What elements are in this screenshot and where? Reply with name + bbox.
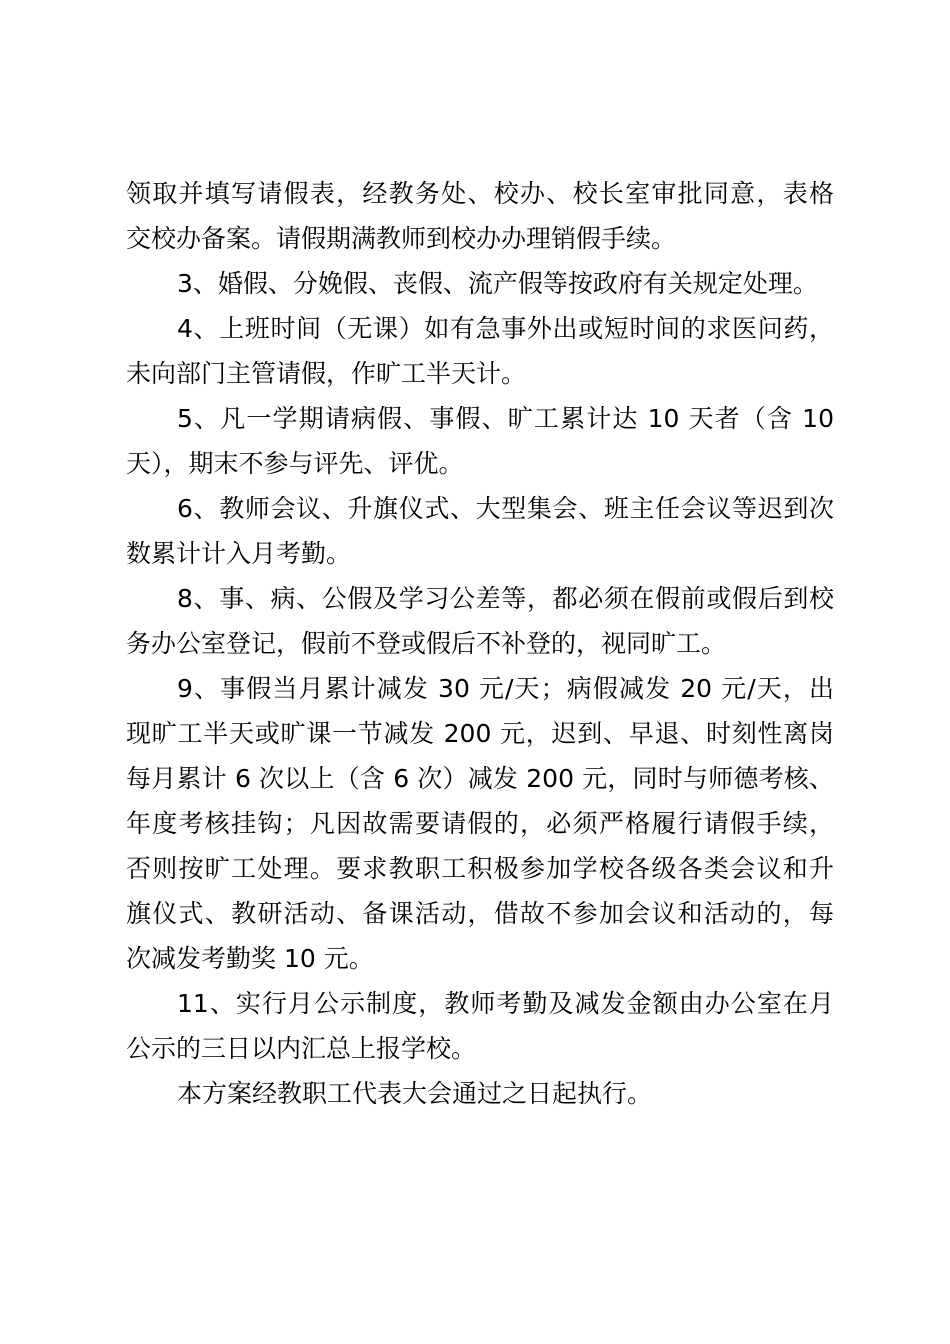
paragraph-line: 否则按旷工处理。要求教职工积极参加学校各级各类会议和升 — [126, 854, 834, 883]
paragraph-line: 5、凡一学期请病假、事假、旷工累计达 10 天者（含 10 — [177, 404, 834, 433]
paragraph-line: 交校办备案。请假期满教师到校办办理销假手续。 — [126, 224, 677, 253]
paragraph-line: 现旷工半天或旷课一节减发 200 元，迟到、早退、时刻性离岗 — [126, 719, 834, 748]
paragraph-line: 领取并填写请假表，经教务处、校办、校长室审批同意，表格 — [126, 179, 834, 208]
paragraph-line: 未向部门主管请假，作旷工半天计。 — [126, 359, 527, 388]
paragraph-line: 次减发考勤奖 10 元。 — [126, 944, 374, 973]
paragraph-line: 4、上班时间（无课）如有急事外出或短时间的求医问药， — [177, 314, 834, 343]
paragraph-line: 每月累计 6 次以上（含 6 次）减发 200 元，同时与师德考核、 — [126, 764, 834, 793]
paragraph-line: 年度考核挂钩；凡因故需要请假的，必须严格履行请假手续， — [126, 809, 834, 838]
paragraph-line: 8、事、病、公假及学习公差等，都必须在假前或假后到校 — [177, 584, 834, 613]
paragraph-line: 公示的三日以内汇总上报学校。 — [126, 1034, 477, 1063]
paragraph-line: 旗仪式、教研活动、备课活动，借故不参加会议和活动的，每 — [126, 899, 834, 928]
paragraph-line: 11、实行月公示制度，教师考勤及减发金额由办公室在月 — [177, 989, 834, 1018]
paragraph-line: 6、教师会议、升旗仪式、大型集会、班主任会议等迟到次 — [177, 494, 834, 523]
paragraph-line: 本方案经教职工代表大会通过之日起执行。 — [177, 1079, 653, 1108]
paragraph-line: 9、事假当月累计减发 30 元/天；病假减发 20 元/天，出 — [177, 674, 834, 703]
paragraph-line: 务办公室登记，假前不登或假后不补登的，视同旷工。 — [126, 629, 727, 658]
paragraph-line: 3、婚假、分娩假、丧假、流产假等按政府有关规定处理。 — [177, 269, 818, 298]
paragraph-line: 天），期末不参与评先、评优。 — [126, 449, 464, 478]
paragraph-line: 数累计计入月考勤。 — [126, 539, 352, 568]
